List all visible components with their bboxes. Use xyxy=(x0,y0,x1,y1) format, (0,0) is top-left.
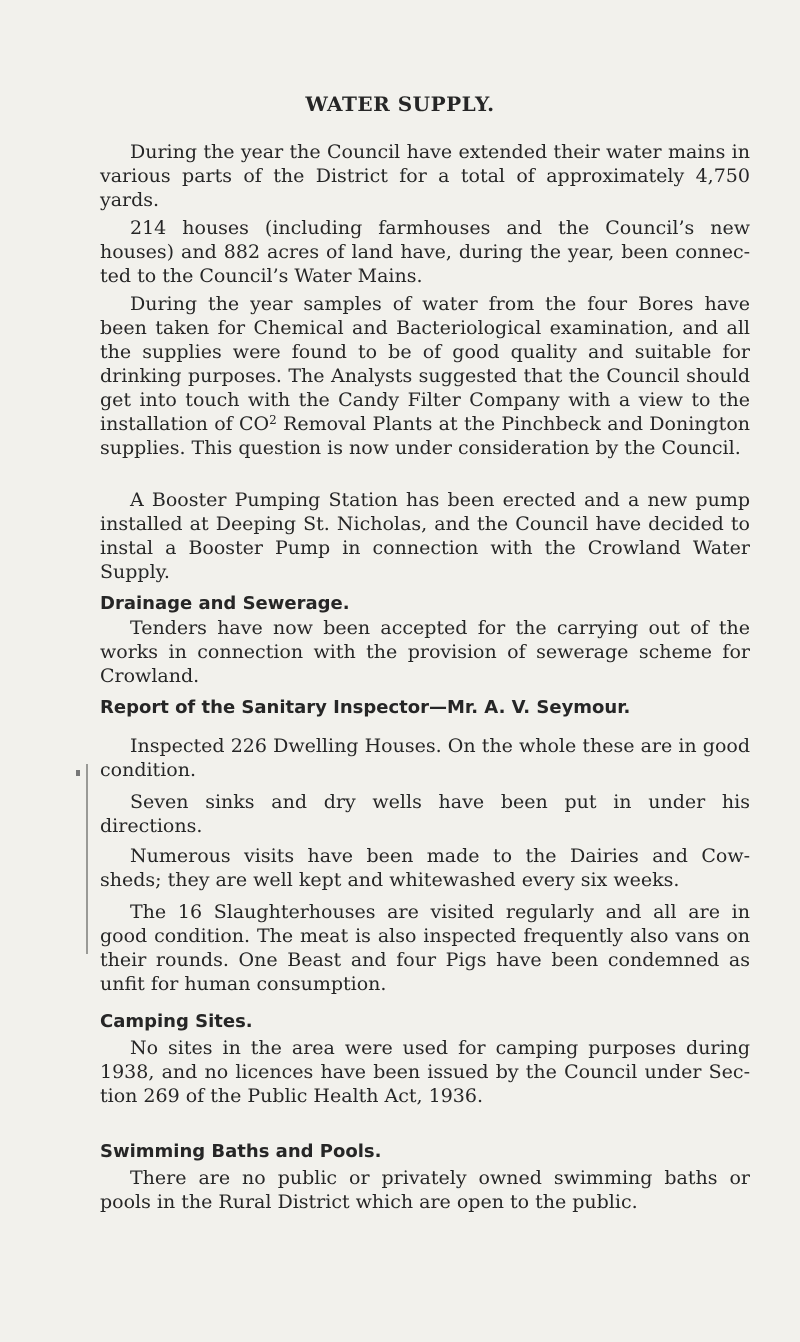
camping-text: No sites in the area were used for camping purposes during 1938, and no licences have been issued by the Council under Sec- tion 269 of the Public Health Act, 1936. xyxy=(100,1037,750,1107)
swimming-paragraph xyxy=(100,1166,750,1214)
inspector-paragraph-4 xyxy=(100,900,750,996)
swimming-text: There are no public or privately owned swimming baths or pools in the Rural District which are open to the public. xyxy=(100,1167,750,1213)
camping-heading: Camping Sites. xyxy=(100,1011,253,1032)
margin-mark xyxy=(86,764,88,954)
water-text-4: A Booster Pumping Station has been erected and a new pump installed at Deeping St. Nicholas, and the Council have decided to instal a Booster Pump in connection with the Crowland Water Supply. xyxy=(100,489,750,583)
water-text-3a: During the year samples of water from the four Bores have been taken for Chemical and Bacteriological examination, and all the supplies were found to be of good quality and suitable for drinking purposes. The Analysts suggested that the Council should get into touch with the Candy Filter Company with a view to the installation of CO xyxy=(100,293,750,435)
water-text-3 xyxy=(100,292,750,460)
water-paragraph-1 xyxy=(100,140,750,212)
water-paragraph-2 xyxy=(100,216,750,288)
inspector-heading: Report of the Sanitary Inspector—Mr. A. V. Seymour. xyxy=(100,697,631,718)
water-text-2: 214 houses (including farmhouses and the Council’s new houses) and 882 acres of land have, during the year, been connec- ted to the Council’s Water Mains. xyxy=(100,217,750,287)
page-title: WATER SUPPLY. xyxy=(305,92,495,116)
water-paragraph-3 xyxy=(100,292,750,460)
co2-superscript: 2 xyxy=(269,413,277,427)
drainage-heading: Drainage and Sewerage. xyxy=(100,593,350,614)
inspector-text-4: The 16 Slaughterhouses are visited regularly and all are in good condition. The meat is also inspected frequently also vans on their rounds. One Beast and four Pigs have been condemned as unfit for human consumption. xyxy=(100,901,750,995)
drainage-paragraph xyxy=(100,616,750,688)
water-text-3b: Removal Plants at the Pinchbeck and Donington supplies. This question is now under consideration by the Council. xyxy=(100,413,750,459)
inspector-paragraph-2 xyxy=(100,790,750,838)
inspector-text-3: Numerous visits have been made to the Dairies and Cow- sheds; they are well kept and whitewashed every six weeks. xyxy=(100,845,750,891)
inspector-text-1: Inspected 226 Dwelling Houses. On the whole these are in good condition. xyxy=(100,735,750,781)
inspector-text-2: Seven sinks and dry wells have been put in under his directions. xyxy=(100,791,750,837)
camping-paragraph xyxy=(100,1036,750,1108)
drainage-text: Tenders have now been accepted for the carrying out of the works in connection with the provision of sewerage scheme for Crowland. xyxy=(100,617,750,687)
swimming-heading: Swimming Baths and Pools. xyxy=(100,1141,382,1162)
margin-dot xyxy=(76,770,80,776)
inspector-paragraph-1 xyxy=(100,734,750,782)
water-text-1: During the year the Council have extended their water mains in various parts of the District for a total of approximately 4,750 yards. xyxy=(100,141,750,211)
inspector-paragraph-3 xyxy=(100,844,750,892)
water-paragraph-4 xyxy=(100,488,750,584)
